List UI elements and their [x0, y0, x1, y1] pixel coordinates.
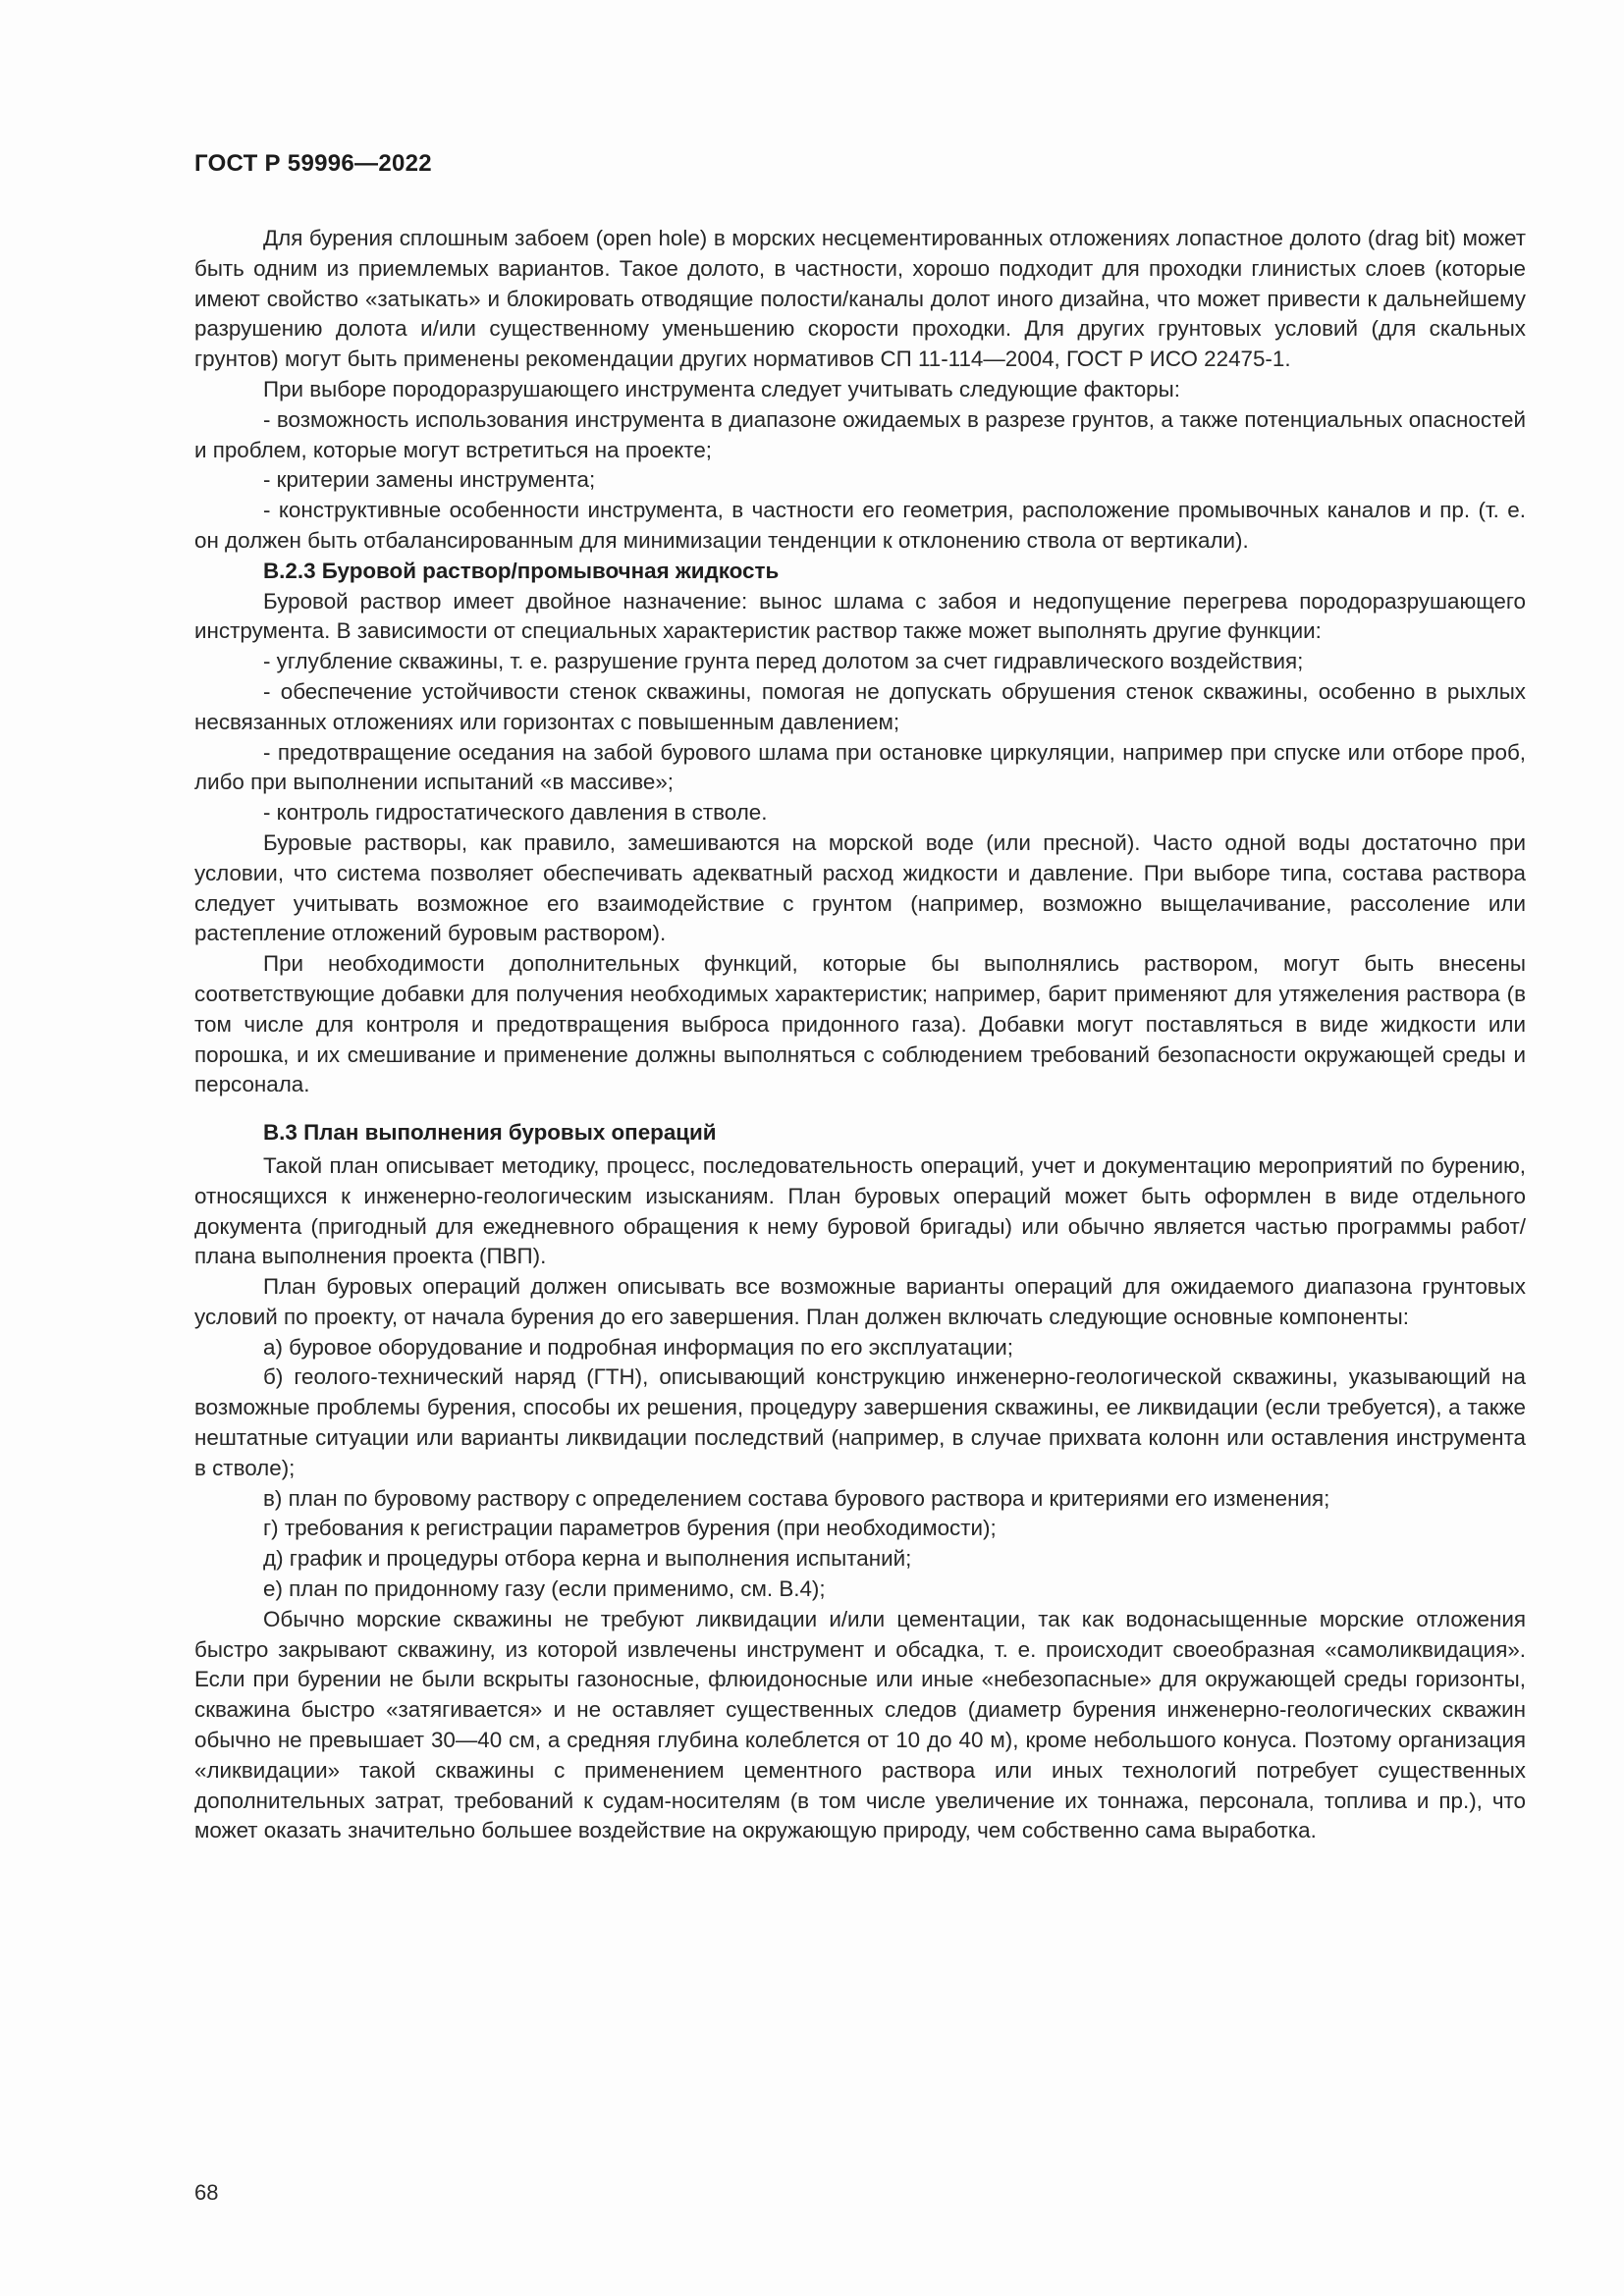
paragraph: Обычно морские скважины не требуют ликвидации и/или цементации, так как водонасыщенные морские отложения быстро закрывают скважину, из которой извлечены инструмент и обсадка, т. е. происходит своеобразная «самоликвидация». Если при бурении не были вскрыты газоносные, флюидоносные или иные «небезопасные» для окружающей среды горизонты, скважина быстро «затягивается» и не оставляет существенных следов (диаметр бурения инженерно-геологических скважин обычно не превышает 30—40 см, а средняя глубина колеблется от 10 до 40 м), кроме небольшого конуса. Поэтому организация «ликвидации» такой скважины с применением цементного раствора или иных технологий потребует существенных дополнительных затрат, требований к судам-носителям (в том числе увеличение их тоннажа, персонала, топлива и пр.), что может оказать значительно большее воздействие на окружающую природу, чем собственно сама выработка.	[194, 1606, 1526, 1843]
paragraph: При необходимости дополнительных функций, которые бы выполнялись раствором, могут быть внесены соответствующие добавки для получения необходимых характеристик; например, барит применяют для утяжеления раствора (в том числе для контроля и предотвращения выброса придонного газа). Добавки могут поставляться в виде жидкости или порошка, и их смешивание и применение должны выполняться с соблюдением требований безопасности окружающей среды и персонала.	[194, 951, 1526, 1097]
list-item: - обеспечение устойчивости стенок скважины, помогая не допускать обрушения стенок скважины, особенно в рыхлых несвязанных отложениях или горизонтах с повышенным давлением;	[194, 678, 1526, 734]
list-item: д) график и процедуры отбора керна и выполнения испытаний;	[263, 1546, 912, 1572]
page-number: 68	[194, 2180, 219, 2205]
list-item: - предотвращение оседания на забой бурового шлама при остановке циркуляции, например при спуске или отборе проб, либо при выполнении испытаний «в массиве»;	[194, 739, 1526, 795]
list-item: - углубление скважины, т. е. разрушение грунта перед долотом за счет гидравлического воздействия;	[263, 649, 1304, 674]
paragraph: Буровой раствор имеет двойное назначение: вынос шлама с забоя и недопущение перегрева породоразрушающего инструмента. В зависимости от специальных характеристик раствор также может выполнять другие функции:	[194, 588, 1526, 644]
list-item: - конструктивные особенности инструмента, в частности его геометрия, расположение промывочных каналов и пр. (т. е. он должен быть отбалансированным для минимизации тенденции к отклонению ствола от вертикали).	[194, 498, 1526, 553]
paragraph: Буровые растворы, как правило, замешиваются на морской воде (или пресной). Часто одной воды достаточно при условии, что система позволяет обеспечивать адекватный расход жидкости и давление. При выборе типа, состава раствора следует учитывать возможное его взаимодействие с грунтом (например, возможно выщелачивание, рассоление или растепление отложений буровым раствором).	[194, 829, 1526, 946]
document-body	[194, 224, 1526, 1846]
list-item: г) требования к регистрации параметров бурения (при необходимости);	[263, 1516, 997, 1541]
paragraph: При выборе породоразрушающего инструмента следует учитывать следующие факторы:	[263, 376, 1180, 401]
list-item: - возможность использования инструмента в диапазоне ожидаемых в разрезе грунтов, а также потенциальных опасностей и проблем, которые могут встретиться на проекте;	[194, 406, 1526, 462]
list-item: в) план по буровому раствору с определением состава бурового раствора и критериями его изменения;	[263, 1485, 1330, 1511]
paragraph: Такой план описывает методику, процесс, последовательность операций, учет и документацию мероприятий по бурению, относящихся к инженерно-геологическим изысканиям. План буровых операций может быть оформлен в виде отдельного документа (пригодный для ежедневного обращения к нему буровой бригады) или обычно является частью программы работ/плана выполнения проекта (ПВП).	[194, 1152, 1526, 1269]
list-item: а) буровое оборудование и подробная информация по его эксплуатации;	[263, 1334, 1013, 1360]
list-item: е) план по придонному газу (если применимо, см. В.4);	[263, 1576, 826, 1602]
paragraph: План буровых операций должен описывать все возможные варианты операций для ожидаемого диапазона грунтовых условий по проекту, от начала бурения до его завершения. План должен включать следующие основные компоненты:	[194, 1274, 1526, 1329]
paragraph: Для бурения сплошным забоем (open hole) в морских несцементированных отложениях лопастное долото (drag bit) может быть одним из приемлемых вариантов. Такое долото, в частности, хорошо подходит для проходки глинистых слоев (которые имеют свойство «затыкать» и блокировать отводящие полости/каналы долот иного дизайна, что может привести к дальнейшему разрушению долота и/или существенному уменьшению скорости проходки. Для других грунтовых условий (для скальных грунтов) могут быть применены рекомендации других нормативов СП 11-114—2004, ГОСТ Р ИСО 22475-1.	[194, 226, 1526, 372]
section-heading-b23: В.2.3 Буровой раствор/промывочная жидкость	[263, 558, 780, 583]
document-header: ГОСТ Р 59996—2022	[194, 150, 432, 177]
list-item: - критерии замены инструмента;	[263, 467, 596, 493]
section-heading-b3: В.3 План выполнения буровых операций	[263, 1120, 717, 1146]
list-item: б) геолого-технический наряд (ГТН), описывающий конструкцию инженерно-геологической скважины, указывающий на возможные проблемы бурения, способы их решения, процедуру завершения скважины, ее ликвидации (если требуется), а также нештатные ситуации или варианты ликвидации последствий (например, в случае прихвата колонн или оставления инструмента в стволе);	[194, 1364, 1526, 1480]
list-item: - контроль гидростатического давления в стволе.	[263, 800, 768, 826]
